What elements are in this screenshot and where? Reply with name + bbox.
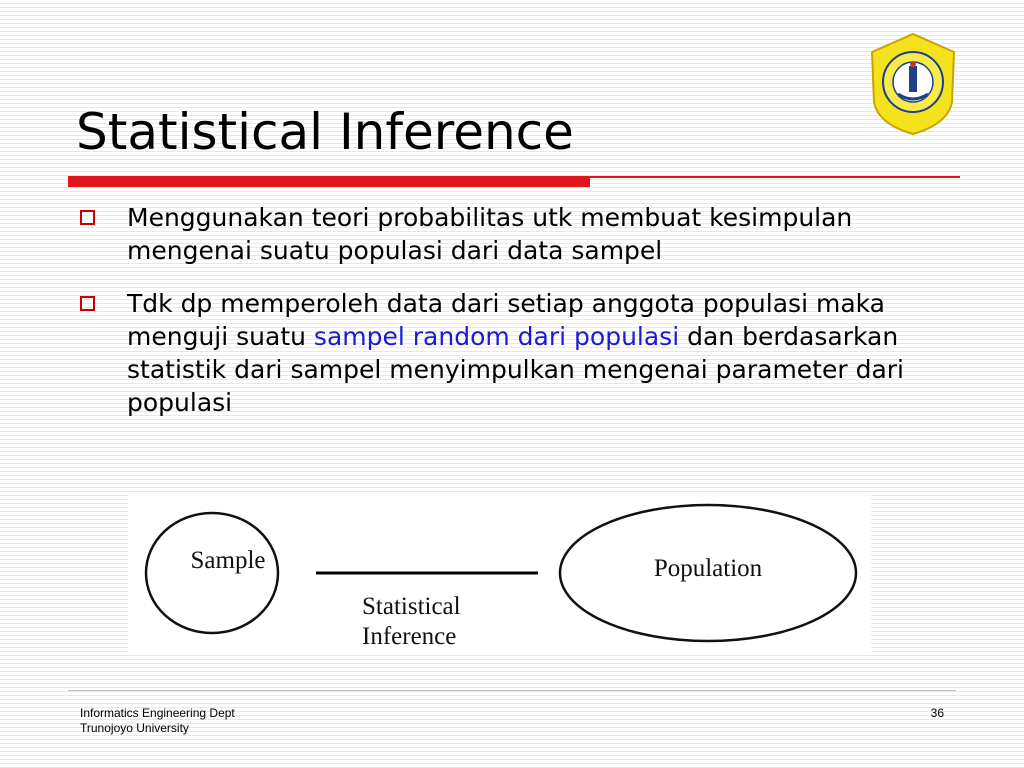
bullet-square-icon: [80, 210, 95, 225]
university-logo: [868, 32, 958, 136]
page-number: 36: [930, 706, 944, 720]
bullet-text: Tdk dp memperoleh data dari setiap anggota populasi maka menguji suatu: [127, 289, 885, 351]
footer-university: Trunojoyo University: [80, 721, 189, 735]
title-underline-thick: [68, 176, 590, 187]
inference-diagram: [128, 492, 871, 654]
slide-title: Statistical Inference: [76, 103, 574, 161]
bullet-square-icon: [80, 296, 95, 311]
connector-label-line1: Statistical: [362, 593, 461, 620]
footer-text: [80, 706, 235, 736]
bullet-item: [80, 201, 940, 267]
title-underline-thin: [590, 176, 960, 178]
bullet-list: [80, 201, 940, 439]
population-label: Population: [653, 555, 763, 582]
sample-label: Sample: [190, 547, 266, 574]
footer-department: Informatics Engineering Dept: [80, 706, 235, 720]
connector-label-line2: Inference: [362, 623, 457, 650]
bullet-item: [80, 287, 940, 419]
bullet-text-continued: dan berdasarkan statistik dari sampel menyimpulkan mengenai parameter dari populasi: [127, 322, 905, 417]
bullet-text: Menggunakan teori probabilitas utk membuat kesimpulan mengenai suatu populasi dari data sampel: [127, 203, 853, 265]
footer-divider: [68, 690, 956, 691]
bullet-highlight: sampel random dari populasi: [313, 322, 680, 351]
